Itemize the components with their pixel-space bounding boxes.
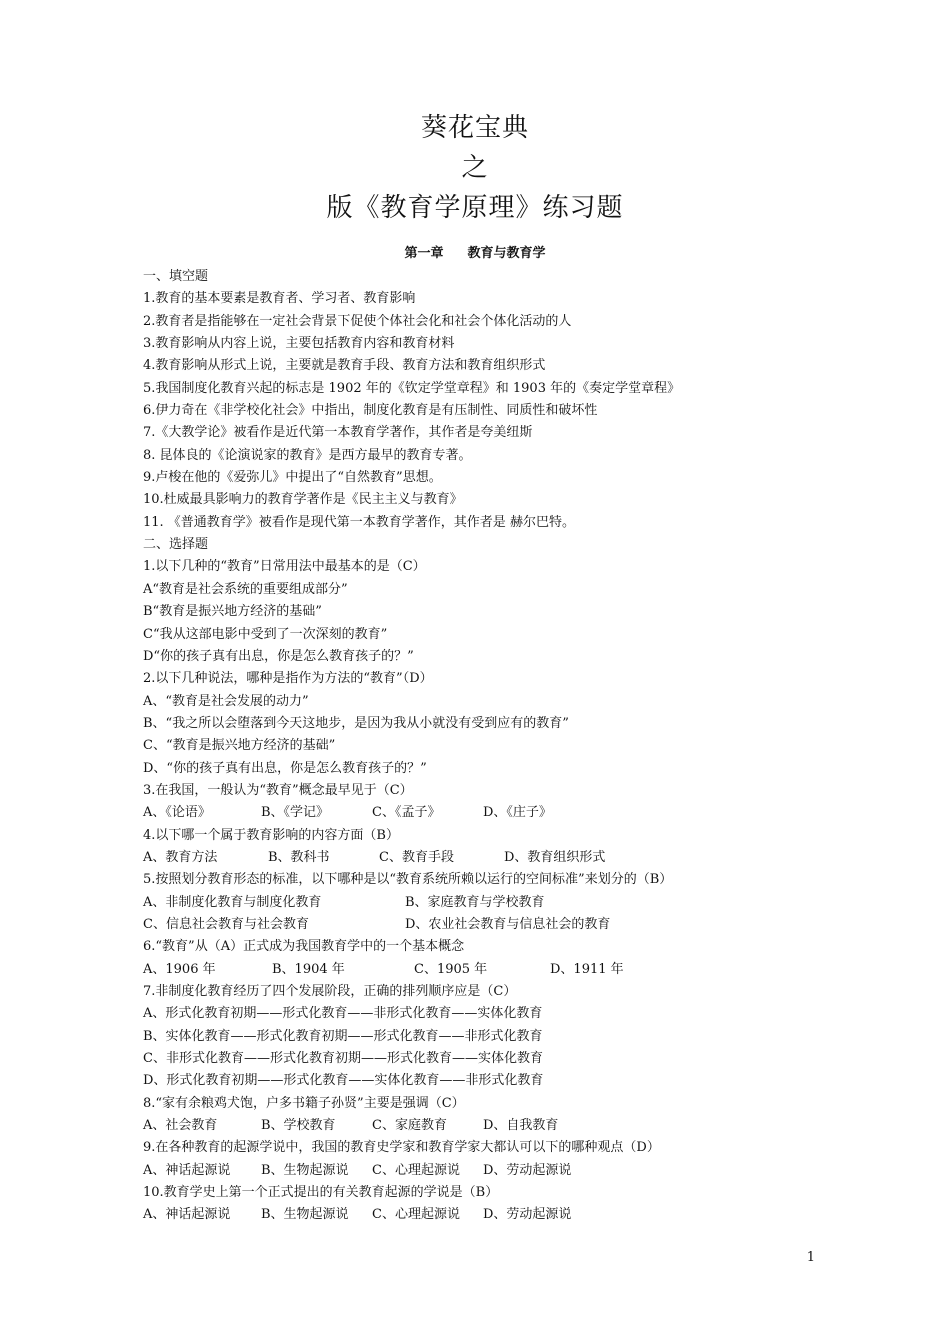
text-line: 7.《大教学论》被看作是近代第一本教育学著作，其作者是夸美纽斯 — [143, 425, 533, 441]
text-line: B、“我之所以会堕落到今天这地步，是因为我从小就没有受到应有的教育” — [143, 715, 569, 731]
text-line: 10.教育学史上第一个正式提出的有关教育起源的学说是（B） — [143, 1185, 499, 1201]
option-item: D、自我教育 — [483, 1118, 559, 1134]
text-line: B“教育是振兴地方经济的基础” — [143, 604, 322, 620]
option-item: D、《庄子》 — [483, 805, 552, 821]
text-line: 9.卢梭在他的《爱弥儿》中提出了“自然教育”思想。 — [143, 470, 442, 486]
option-item: C、1905 年 — [414, 961, 488, 977]
option-row — [143, 1115, 823, 1137]
option-row — [143, 1160, 823, 1182]
text-line: 8. 昆体良的《论演说家的教育》是西方最早的教育专著。 — [143, 447, 472, 463]
option-item: A、神话起源说 — [143, 1207, 231, 1223]
chapter-number: 第一章 — [404, 246, 444, 261]
text-line: 9.在各种教育的起源学说中，我国的教育史学家和教育学家大都认可以下的哪种观点（D） — [143, 1140, 660, 1156]
option-item: A、《论语》 — [143, 805, 211, 821]
text-line: 二、选择题 — [143, 537, 209, 553]
option-item: A、非制度化教育与制度化教育 — [143, 894, 322, 910]
document-title — [0, 108, 950, 228]
option-item: D、劳动起源说 — [483, 1207, 572, 1223]
option-item: B、家庭教育与学校教育 — [405, 894, 545, 910]
text-line: A、形式化教育初期——形式化教育——非形式化教育——实体化教育 — [143, 1006, 543, 1022]
text-line: 7.非制度化教育经历了四个发展阶段，正确的排列顺序应是（C） — [143, 984, 517, 999]
chapter-name: 教育与教育学 — [467, 246, 546, 261]
text-line: 1.教育的基本要素是教育者、学习者、教育影响 — [143, 291, 416, 307]
option-item: C、教育手段 — [379, 849, 454, 865]
option-row — [143, 1204, 823, 1226]
option-item: C、心理起源说 — [372, 1162, 460, 1178]
option-item: D、教育组织形式 — [504, 849, 606, 865]
text-line: B、实体化教育——形式化教育初期——形式化教育——非形式化教育 — [143, 1028, 543, 1044]
document-body — [143, 266, 823, 1227]
text-line: 8.“家有余粮鸡犬饱，户多书籍子孙贤”主要是强调（C） — [143, 1095, 465, 1111]
option-item: A、1906 年 — [143, 961, 216, 977]
option-item: B、学校教育 — [261, 1118, 336, 1134]
text-line: 1.以下几种的“教育”日常用法中最基本的是（C） — [143, 559, 426, 575]
chapter-heading — [0, 244, 950, 264]
text-line: C、“教育是振兴地方经济的基础” — [143, 738, 336, 754]
option-item: D、1911 年 — [550, 961, 624, 977]
option-item: D、农业社会教育与信息社会的教育 — [405, 916, 611, 932]
option-row — [143, 802, 823, 824]
option-row — [143, 847, 823, 869]
text-line: D、形式化教育初期——形式化教育——实体化教育——非形式化教育 — [143, 1073, 544, 1089]
text-line: D、“你的孩子真有出息，你是怎么教育孩子的？” — [143, 760, 427, 776]
page-number: 1 — [806, 1250, 815, 1265]
text-line: 2.以下几种说法，哪种是指作为方法的“教育”（D） — [143, 671, 433, 687]
text-line: 2.教育者是指能够在一定社会背景下促使个体社会化和社会个体化活动的人 — [143, 313, 572, 329]
option-item: B、1904 年 — [272, 961, 345, 977]
text-line: 10.杜威最具影响力的教育学著作是《民主主义与教育》 — [143, 492, 463, 508]
option-item: A、教育方法 — [143, 849, 218, 865]
text-line: 3.在我国，一般认为“教育”概念最早见于（C） — [143, 782, 413, 798]
text-line: 6.伊力奇在《非学校化社会》中指出，制度化教育是有压制性、同质性和破坏性 — [143, 403, 598, 419]
text-line: 11. 《普通教育学》被看作是现代第一本教育学著作，其作者是 赫尔巴特。 — [143, 514, 575, 530]
text-line: 4.教育影响从形式上说，主要就是教育手段、教育方法和教育组织形式 — [143, 358, 546, 374]
option-item: A、神话起源说 — [143, 1162, 231, 1178]
text-line: 5.我国制度化教育兴起的标志是 1902 年的《钦定学堂章程》和 1903 年的《奏定学堂章程》 — [143, 380, 681, 396]
option-row — [143, 959, 823, 981]
option-item: C、心理起源说 — [372, 1207, 460, 1223]
title-line-1: 葵花宝典 — [420, 113, 529, 143]
text-line: 一、填空题 — [143, 269, 209, 284]
option-row — [143, 914, 823, 936]
option-item: B、《学记》 — [261, 805, 330, 821]
text-line: A、“教育是社会发展的动力” — [143, 693, 309, 709]
text-line: C“我从这部电影中受到了一次深刻的教育” — [143, 626, 388, 642]
title-line-3: 版《教育学原理》练习题 — [326, 193, 624, 223]
text-line: C、非形式化教育——形式化教育初期——形式化教育——实体化教育 — [143, 1051, 543, 1067]
option-row — [143, 892, 823, 914]
text-line: D“你的孩子真有出息，你是怎么教育孩子的？” — [143, 648, 414, 664]
text-line: A“教育是社会系统的重要组成部分” — [143, 581, 348, 597]
option-item: C、《孟子》 — [372, 805, 441, 821]
text-line: 4.以下哪一个属于教育影响的内容方面（B） — [143, 827, 399, 843]
option-item: B、生物起源说 — [261, 1162, 349, 1178]
option-item: C、信息社会教育与社会教育 — [143, 916, 309, 932]
option-item: B、教科书 — [268, 849, 330, 865]
text-line: 3.教育影响从内容上说，主要包括教育内容和教育材料 — [143, 336, 455, 352]
title-line-2: 之 — [461, 153, 489, 183]
option-item: A、社会教育 — [143, 1118, 218, 1134]
text-line: 5.按照划分教育形态的标准，以下哪种是以“教育系统所赖以运行的空间标准”来划分的（B） — [143, 872, 673, 888]
option-item: B、生物起源说 — [261, 1207, 349, 1223]
option-item: D、劳动起源说 — [483, 1162, 572, 1178]
option-item: C、家庭教育 — [372, 1118, 447, 1134]
text-line: 6.“教育”从（A）正式成为我国教育学中的一个基本概念 — [143, 939, 465, 955]
